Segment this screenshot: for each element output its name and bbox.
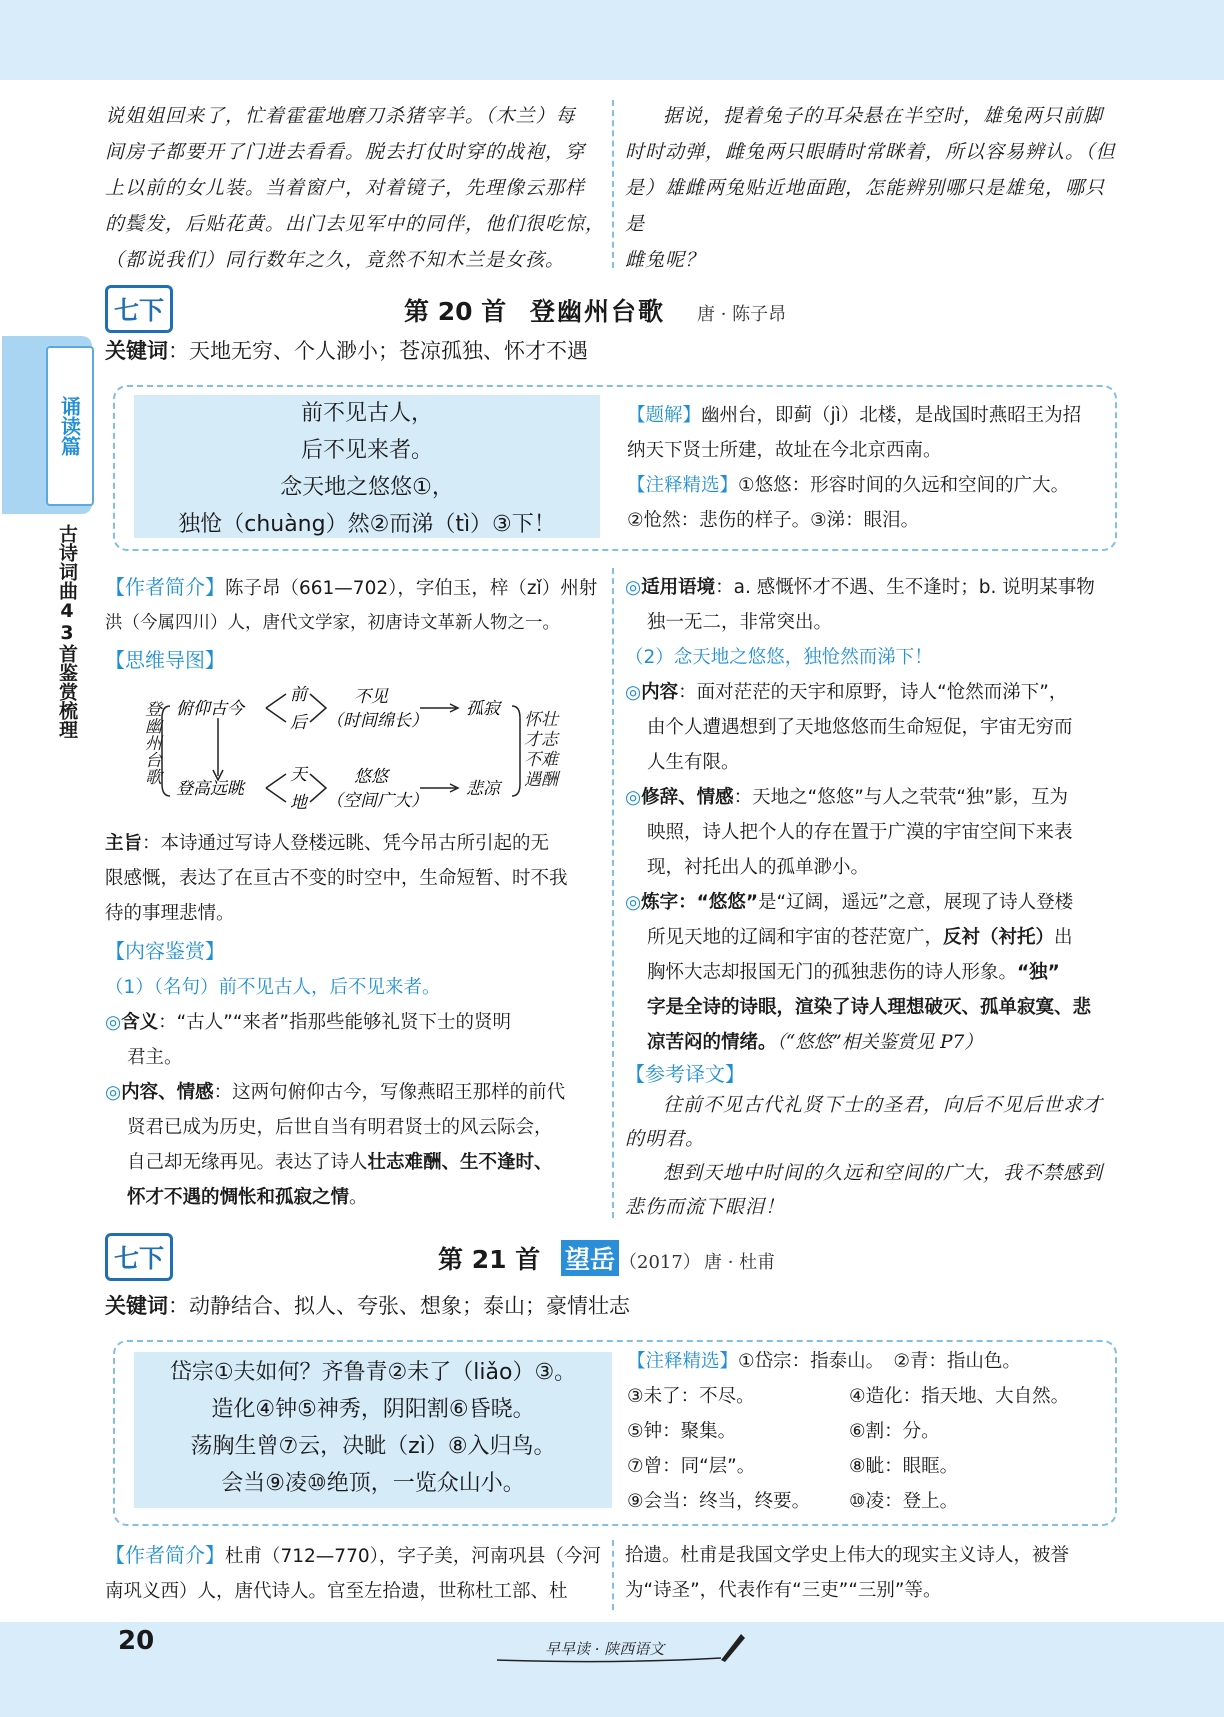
- mm-b2: 地: [290, 793, 307, 813]
- poem-author-21: 唐 · 杜甫: [704, 1252, 776, 1273]
- poem-text: 前不见古人， 后不见来者。 念天地之悠悠①， 独怆（chuàng）然②而涕（tì）③下！: [134, 395, 600, 538]
- side-tab-label-box[interactable]: [46, 346, 94, 506]
- appreciation-1: （1）（名句）前不见古人，后不见来者。 ◎含义：“古人”“来者”指那些能够礼贤下士的贤明 君主。 ◎内容、情感：这两句俯仰古今，写像燕昭王那样的前代 贤君已成为历史，后世自当有明君贤士的风云际会， 自己却无缘再见。表达了诗人壮志难酬、生不逢时、 怀才不遇的惆怅和孤寂之情。: [105, 977, 566, 1208]
- mm-final: 怀壮才志不难遇酬: [524, 710, 558, 790]
- side-tab-label: 诵读篇: [57, 396, 82, 456]
- mm-a-end: 孤寂: [466, 699, 500, 719]
- mm-b-sub: （空间广大）: [326, 791, 428, 811]
- mm-branch-a: 俯仰古今: [176, 699, 244, 719]
- pen-icon: [495, 1630, 755, 1670]
- poem-notes-21: 【注释精选】①岱宗：指泰山。 ②青：指山色。 ③未了：不尽。 ④造化：指天地、大自然。 ⑤钟：聚集。 ⑥割：分。 ⑦曾：同“层”。 ⑧眦：眼眶。 ⑨会当：终当，终要。 ⑩凌：登上。: [627, 1351, 1070, 1512]
- column-divider-2: [612, 568, 614, 1218]
- mind-map: [140, 684, 580, 816]
- keywords: 关键词：天地无穷、个人渺小；苍凉孤独、怀才不遇: [105, 339, 588, 363]
- appreciation-heading: 【内容鉴赏】: [105, 939, 225, 963]
- poem-title: 登幽州台歌: [530, 297, 666, 326]
- mm-b-mid: 悠悠: [354, 767, 388, 787]
- translation-heading: 【参考译文】: [625, 1062, 745, 1086]
- mm-a2: 后: [290, 713, 307, 733]
- column-divider-3: [612, 1540, 614, 1610]
- poem-year-21: （2017）: [619, 1252, 701, 1273]
- appreciation-2: ◎适用语境：a. 感慨怀才不遇、生不逢时；b. 说明某事物 独一无二，非常突出。 （2）念天地之悠悠，独怆然而涕下！ ◎内容：面对茫茫的天宇和原野，诗人“怆然而涕下”， 由个人遭遇想到了天地悠悠而生命短促，宇宙无穷而 人生有限。 ◎修辞、情感：天地之“悠悠”与人之茕茕“独”影，互为 映照，诗人把个人的存在置于广漠的宇宙空间下来表 现，衬托出人的孤单渺小。 ◎炼字：“悠悠”是“辽阔，遥远”之意，展现了诗人登楼 所见天地的辽阔和宇宙的苍茫宽广，反衬（衬托）出 胸怀大志却报国无门的孤独悲伤的诗人形象。“独” 字是全诗的诗眼，渲染了诗人理想破灭、孤单寂寞、悲 凉苦闷的情绪。（“悠悠”相关鉴赏见 P7）: [625, 577, 1095, 1053]
- header-band: [0, 0, 1224, 80]
- translation: 往前不见古代礼贤下士的圣君，向后不见后世求才 的明君。 想到天地中时间的久远和空间的广大，我不禁感到 悲伤而流下眼泪！: [625, 1094, 1104, 1218]
- author-intro-21-left: 【作者简介】杜甫（712—770），字子美，河南巩县（今河 南巩义西）人，唐代诗人。官至左拾遗，世称杜工部、杜: [105, 1543, 601, 1602]
- author-intro-21-right: 拾遗。杜甫是我国文学史上伟大的现实主义诗人，被誉 为“诗圣”，代表作有“三吏”“三别”等。: [625, 1545, 1070, 1601]
- mindmap-heading: 【思维导图】: [105, 648, 225, 672]
- mm-root-vertical: 登幽州台歌: [141, 700, 161, 785]
- mm-a1: 前: [290, 685, 307, 705]
- series-title: 古诗词曲43首鉴赏梳理: [56, 524, 78, 739]
- mm-b-end: 悲凉: [466, 779, 500, 799]
- page-number: 20: [118, 1626, 155, 1656]
- poem-text-21: 岱宗①夫如何？齐鲁青②未了（liǎo）③。 造化④钟⑤神秀，阴阳割⑥昏晓。 荡胸生曾⑦云，决眦（zì）⑧入归鸟。 会当⑨凌⑩绝顶，一览众山小。: [134, 1352, 612, 1508]
- mm-a-mid: 不见: [354, 687, 388, 707]
- poem-notes: 【题解】幽州台，即蓟（jì）北楼，是战国时燕昭王为招 纳天下贤士所建，故址在今北京西南。 【注释精选】①悠悠：形容时间的久远和空间的广大。 ②怆然：悲伤的样子。③涕：眼泪。: [627, 405, 1082, 531]
- grade-badge: 七下: [105, 285, 173, 333]
- keywords-21: 关键词：动静结合、拟人、夸张、想象；泰山；豪情壮志: [105, 1294, 630, 1318]
- footer-brand: 早早读 · 陕西语文: [545, 1640, 665, 1658]
- poem-title-21: 望岳: [561, 1240, 619, 1276]
- grade-badge-21: 七下: [105, 1233, 173, 1281]
- mm-a-sub: （时间绵长）: [326, 711, 428, 731]
- mm-branch-b: 登高远眺: [176, 779, 244, 799]
- poem-author: 唐 · 陈子昂: [697, 304, 787, 325]
- poem-number: 第 20 首: [404, 297, 507, 326]
- top-left-paragraph: 说姐姐回来了，忙着霍霍地磨刀杀猪宰羊。（木兰）每 间房子都要开了门进去看看。脱去打仗时穿的战袍，穿 上以前的女儿装。当着窗户，对着镜子，先理像云那样 的鬓发，后贴花黄。出门去见军中的同伴，他们很吃惊， （都说我们）同行数年之久，竟然不知木兰是女孩。: [105, 105, 606, 271]
- top-right-paragraph: 据说，提着兔子的耳朵悬在半空时，雄兔两只前脚 时时动弹，雌兔两只眼睛时常眯着，所以容易辨认。（但 是）雄雌两兔贴近地面跑，怎能辨别哪只是雄兔，哪只是 雌兔呢？: [625, 105, 1116, 271]
- column-divider: [612, 100, 614, 268]
- author-intro: 【作者简介】陈子昂（661—702），字伯玉，梓（zǐ）州射 洪（今属四川）人，唐代文学家，初唐诗文革新人物之一。: [105, 575, 598, 633]
- mm-b1: 天: [290, 765, 307, 785]
- theme: 主旨：本诗通过写诗人登楼远眺、凭今吊古所引起的无 限感慨，表达了在亘古不变的时空中，生命短暂、时不我 待的事理悲情。: [105, 833, 568, 924]
- poem-number-21: 第 21 首: [438, 1245, 541, 1274]
